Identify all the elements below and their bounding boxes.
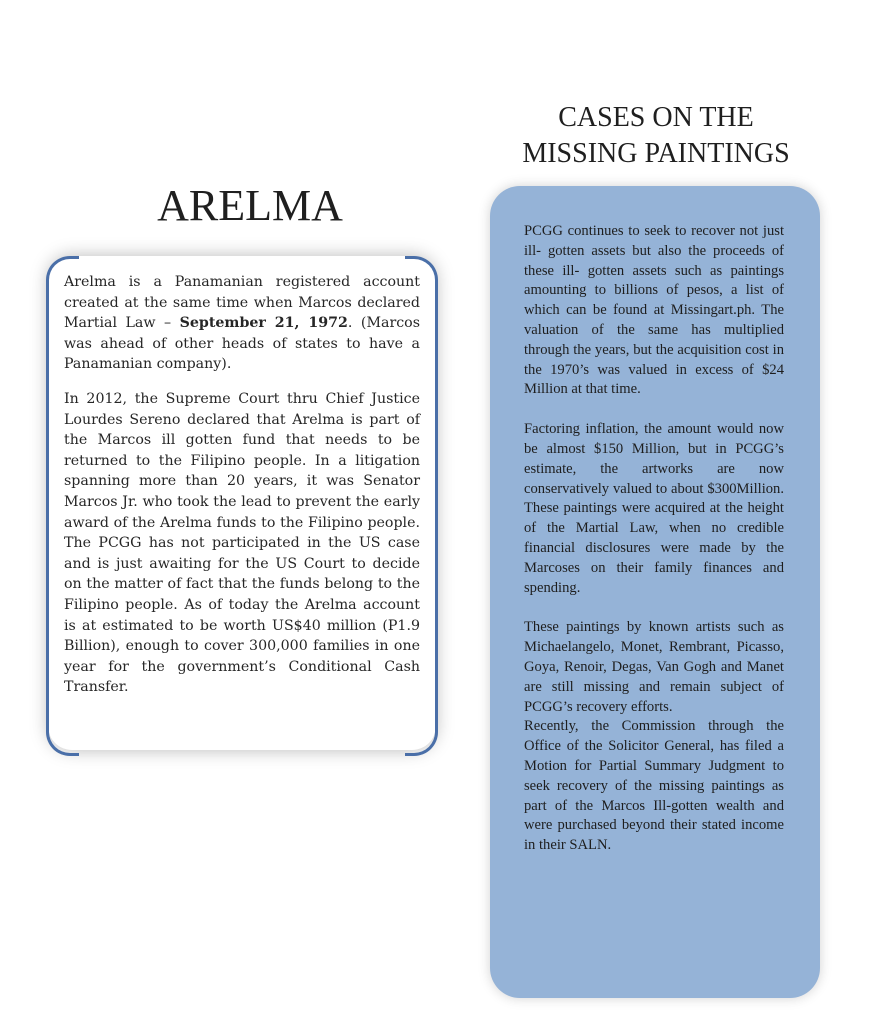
arelma-paragraph-1-start: Arelma is a Panamanian registered account created at the same time when Marcos declared Martial Law – — [64, 274, 420, 332]
cases-paragraph-2: Factoring inflation, the amount would now be almost $150 Million, but in PCGG’s estimate, the artworks are now conservatively valued to about $300Million. These paintings were acquired at the height of the Martial Law, when no credible financial disclosures were made by the Marcoses on their family finances and spending. — [524, 421, 784, 596]
arelma-paragraph-1 — [64, 272, 420, 375]
arelma-title: ARELMA — [157, 181, 343, 230]
cases-paragraph-3: These paintings by known artists such as Michaelangelo, Monet, Rembrant, Picasso, Goya, Renoir, Degas, Van Gogh and Manet are still missing and remain subject of PCGG’s recovery efforts. — [524, 619, 784, 715]
cases-paragraph-1: PCGG continues to seek to recover not just ill- gotten assets but also the proceeds of these ill- gotten assets such as paintings amounting to billions of pesos, a list of which can be found at Missingart.ph. The valuation of the same has multiplied through the years, but the acquisition cost in the 1970’s was valued in excess of $24 Million at that time. — [524, 223, 784, 398]
martial-law-date: September 21, 1972 — [179, 315, 348, 332]
cases-box — [490, 186, 820, 998]
cases-paragraph-4: Recently, the Commission through the Office of the Solicitor General, has filed a Motion for Partial Summary Judgment to seek recovery of the missing paintings as part of the Marcos Ill-gotten wealth and were purchased beyond their stated income in their SALN. — [524, 718, 784, 854]
cases-title: CASES ON THE MISSING PAINTINGS — [522, 102, 790, 169]
arelma-paragraph-2: In 2012, the Supreme Court thru Chief Justice Lourdes Sereno declared that Arelma is part of the Marcos ill gotten fund that needs to be returned to the Filipino people. In a litigation spanning more than 20 years, it was Senator Marcos Jr. who took the lead to prevent the early award of the Arelma funds to the Filipino people. The PCGG has not participated in the US case and is just awaiting for the US Court to decide on the matter of fact that the funds belong to the Filipino people. As of today the Arelma account is at estimated to be worth US$40 million (P1.9 Billion), enough to cover 300,000 families in one year for the government’s Conditional Cash Transfer. — [64, 390, 420, 696]
arelma-box — [48, 256, 436, 750]
cases-text — [524, 222, 784, 856]
arelma-paragraph-1-end: . (Marcos was ahead of other heads of states to have a Panamanian company). — [64, 315, 420, 373]
arelma-text — [64, 272, 420, 712]
